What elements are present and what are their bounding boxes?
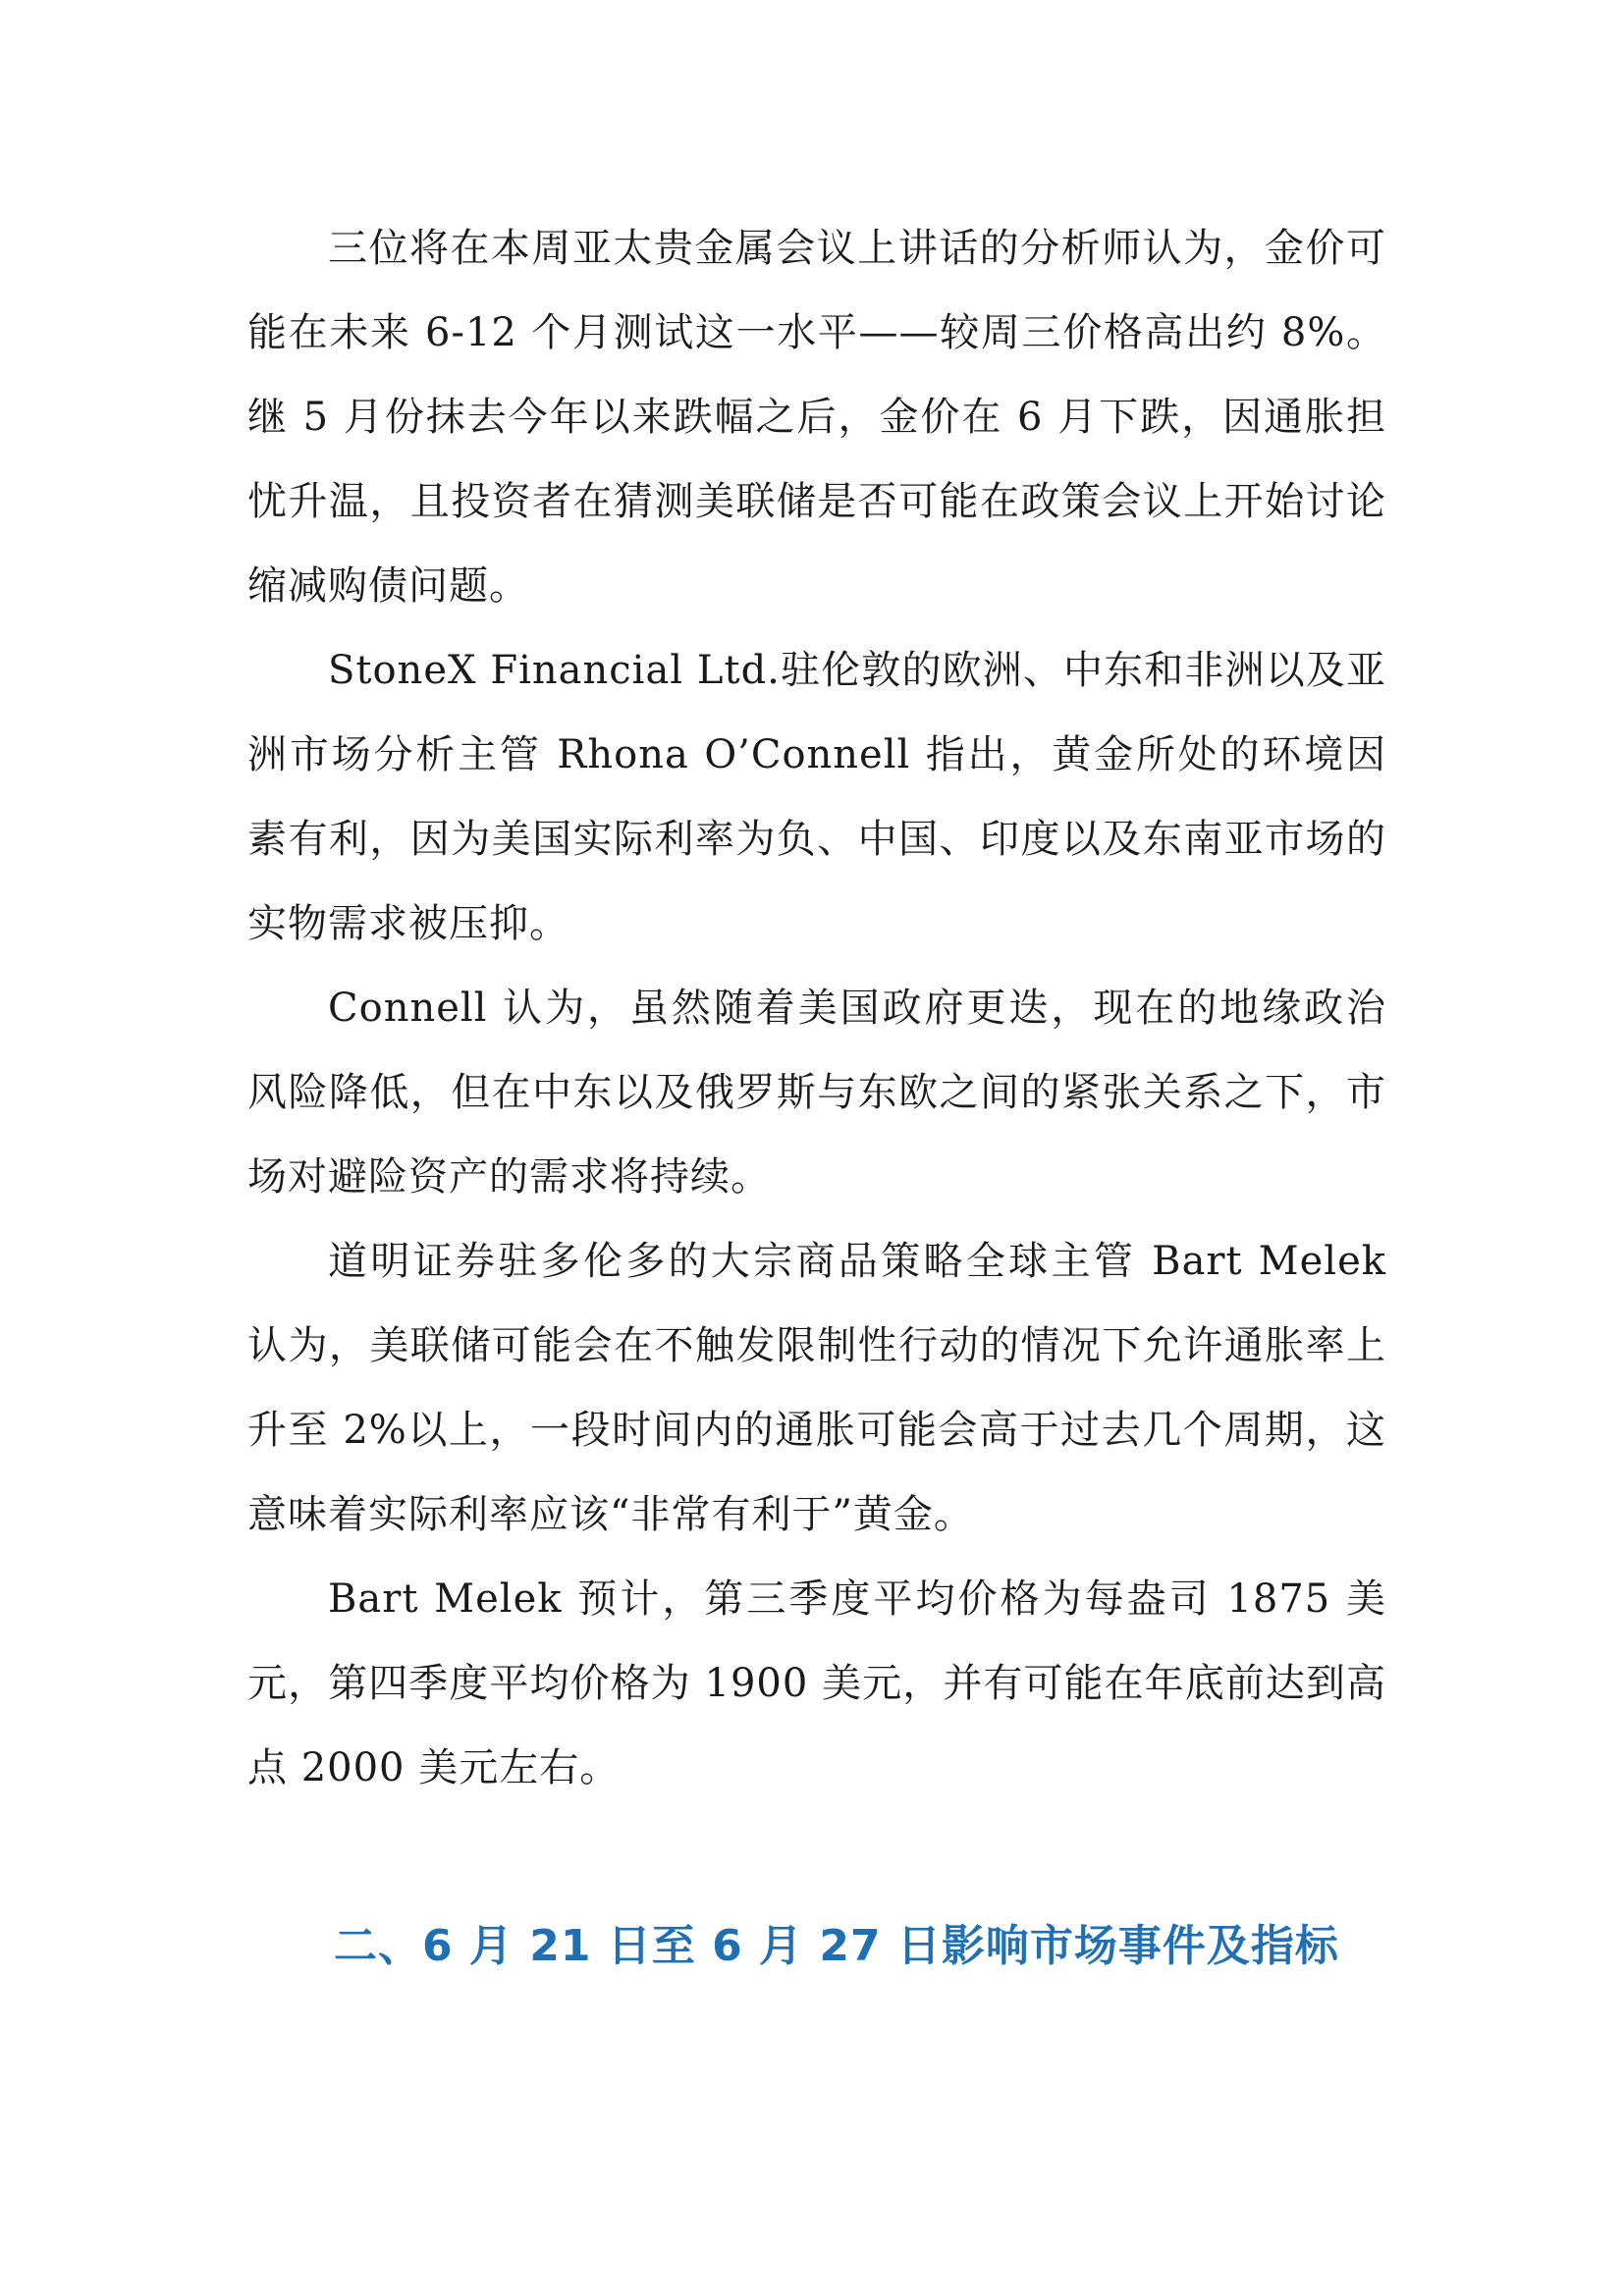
section-heading: 二、6 月 21 日至 6 月 27 日影响市场事件及指标 [334, 1921, 1339, 1971]
paragraph-connell-geopolitics: Connell 认为，虽然随着美国政府更迭，现在的地缘政治风险降低，但在中东以及俄罗斯与东欧之间的紧张关系之下，市场对避险资产的需求将持续。 [247, 986, 1386, 1200]
paragraph-stonex-connell: StoneX Financial Ltd.驻伦敦的欧洲、中东和非洲以及亚洲市场分析主管 Rhona O’Connell 指出，黄金所处的环境因素有利，因为美国实际利率为负、中国、印度以及东南亚市场的实物需求被压抑。 [247, 648, 1386, 946]
paragraph-melek-price-forecast: Bart Melek 预计，第三季度平均价格为每盎司 1875 美元，第四季度平均价格为 1900 美元，并有可能在年底前达到高点 2000 美元左右。 [247, 1576, 1386, 1790]
article-body [247, 206, 1386, 1810]
paragraph-td-melek: 道明证券驻多伦多的大宗商品策略全球主管 Bart Melek 认为，美联储可能会在不触发限制性行动的情况下允许通胀率上升至 2%以上，一段时间内的通胀可能会高于过去几个周期，这意味着实际利率应该“非常有利于”黄金。 [247, 1239, 1386, 1537]
paragraph-analyst-forecast: 三位将在本周亚太贵金属会议上讲话的分析师认为，金价可能在未来 6-12 个月测试这一水平——较周三价格高出约 8%。继 5 月份抹去今年以来跌幅之后，金价在 6 月下跌，因通胀担忧升温，且投资者在猜测美联储是否可能在政策会议上开始讨论缩减购债问题。 [247, 226, 1386, 609]
